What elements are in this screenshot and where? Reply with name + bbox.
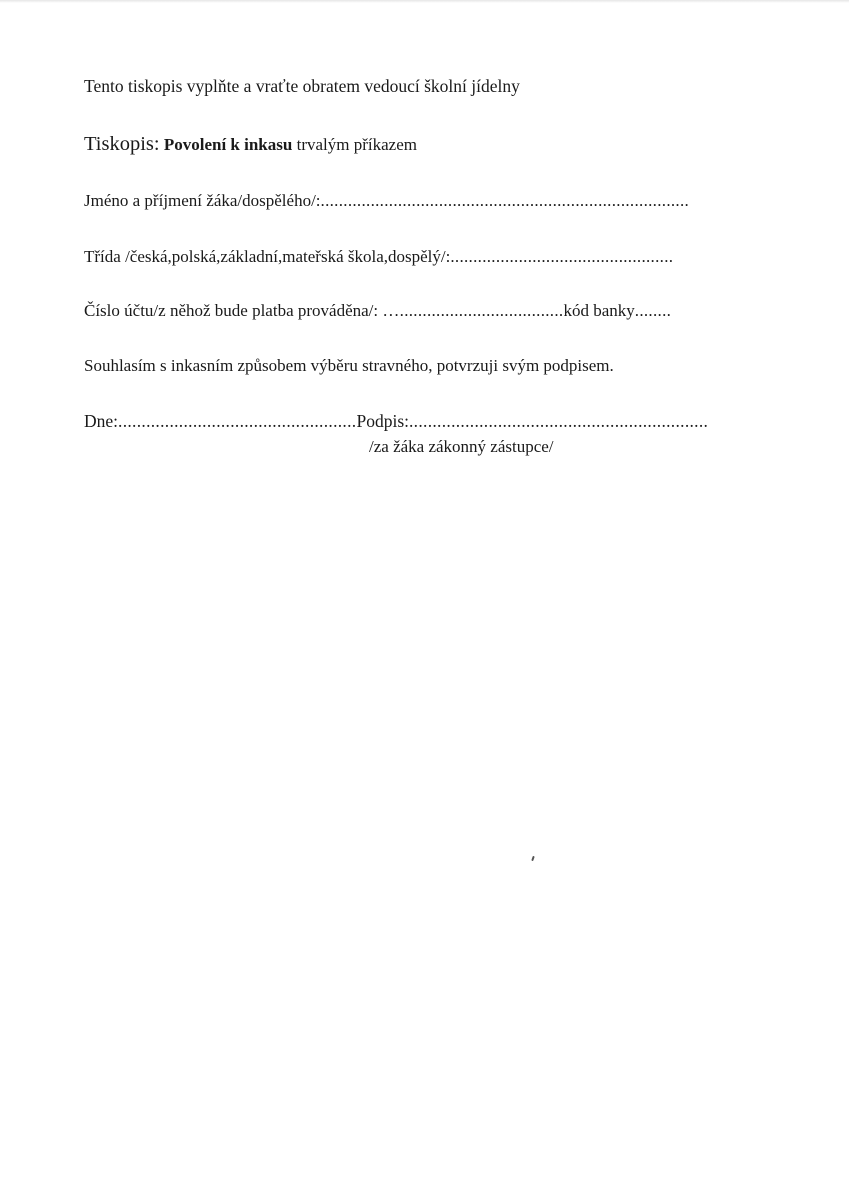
date-label: Dne: — [84, 411, 119, 431]
class-field-blank[interactable]: ................................................. — [450, 247, 674, 266]
bank-code-blank[interactable]: ........ — [634, 301, 672, 320]
name-field-blank[interactable]: ................................................................................. — [320, 191, 690, 210]
account-field-label: Číslo účtu/z něhož bude platba prováděna/: — [84, 301, 379, 320]
consent-text: Souhlasím s inkasním způsobem výběru stravného, potvrzuji svým podpisem. — [84, 356, 614, 375]
date-signature-row — [84, 411, 708, 431]
title-bold: Povolení k inkasu — [163, 135, 293, 154]
name-field-row — [84, 191, 689, 211]
account-field-blank[interactable]: ….................................... — [382, 301, 564, 320]
date-blank[interactable]: ................................................... — [118, 411, 357, 431]
bank-code-label: kód banky — [563, 301, 635, 320]
form-title — [84, 134, 417, 155]
signature-blank[interactable]: ................................................................ — [409, 411, 709, 431]
class-field-row — [84, 247, 673, 267]
signature-label: Podpis: — [356, 411, 409, 431]
title-suffix: trvalým příkazem — [296, 135, 417, 154]
title-prefix: Tiskopis: — [84, 133, 160, 155]
scan-edge — [0, 0, 849, 3]
guardian-note: /za žáka zákonný zástupce/ — [369, 437, 554, 456]
instruction-text: Tento tiskopis vyplňte a vraťte obratem vedoucí školní jídelny — [84, 76, 520, 96]
class-field-label: Třída /česká,polská,základní,mateřská škola,dospělý/: — [84, 247, 451, 266]
scan-speck — [531, 856, 535, 861]
account-field-row — [84, 301, 671, 321]
name-field-label: Jméno a příjmení žáka/dospělého/: — [84, 191, 321, 210]
